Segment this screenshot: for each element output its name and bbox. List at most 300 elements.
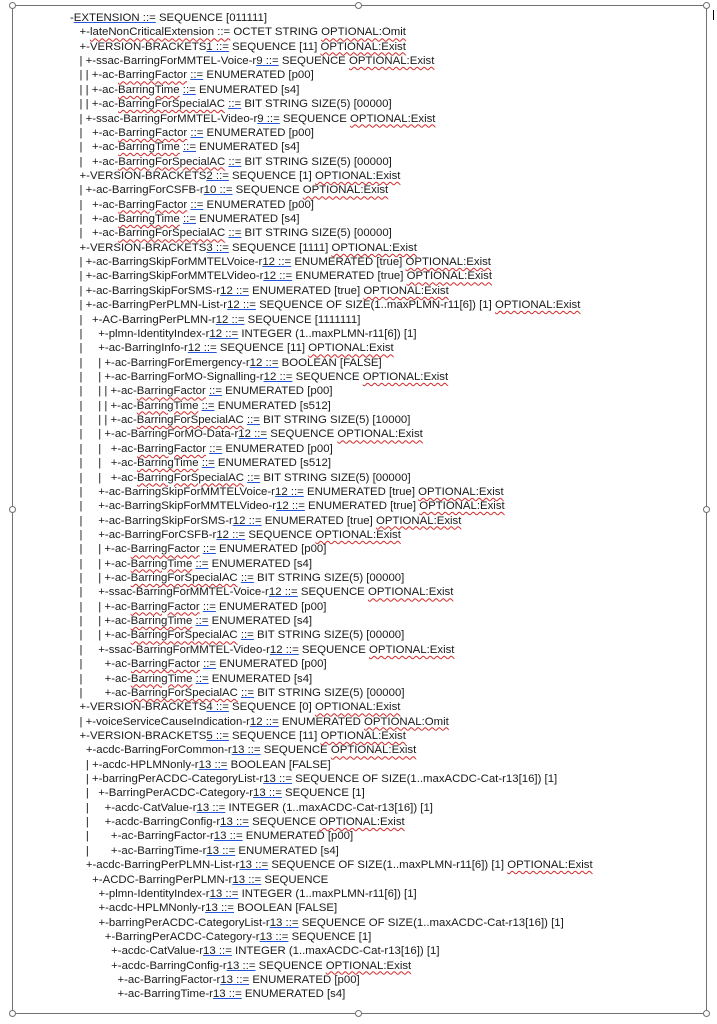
line-segment: | +-ac- bbox=[70, 198, 119, 211]
line-segment: ENUMERATED bbox=[278, 715, 364, 728]
field-reference: ::= bbox=[202, 543, 216, 556]
flagged-word: BarringForSpecialAC bbox=[118, 98, 226, 111]
field-reference: ::= bbox=[240, 629, 254, 642]
line-segment: | +-ac-BarringSkipForMMTELVoice-r bbox=[70, 485, 275, 498]
field-reference: ::= bbox=[246, 414, 260, 427]
flagged-word: BarringTime bbox=[118, 213, 180, 226]
field-reference: 13 ::= bbox=[203, 945, 232, 958]
field-reference: ::= bbox=[182, 83, 196, 96]
tree-line bbox=[70, 643, 593, 657]
flagged-word: OPTIONAL:Exist bbox=[314, 169, 401, 182]
line-segment: SEQUENCE [11] bbox=[216, 342, 309, 355]
field-reference: 12 ::= bbox=[227, 299, 256, 312]
line-segment: | | +-ac- bbox=[70, 69, 119, 82]
tree-line bbox=[70, 212, 593, 226]
flagged-word: BarringForSpecialAC bbox=[118, 155, 226, 168]
field-reference: ::= bbox=[209, 442, 223, 455]
line-segment: | | +-ac- bbox=[70, 98, 119, 111]
line-segment: | | | +-ac- bbox=[70, 414, 137, 427]
flagged-word: BarringForSpecialAC bbox=[136, 414, 244, 427]
line-segment: | +-ac- bbox=[70, 126, 119, 139]
field-reference: ::= bbox=[190, 69, 204, 82]
field-reference: ::= bbox=[240, 572, 254, 585]
tree-line bbox=[70, 901, 593, 915]
line-segment: SEQUENCE OF SIZE(1..maxACDC-Cat-r13[16]) [1] bbox=[292, 773, 558, 786]
resize-handle-top-right[interactable] bbox=[703, 2, 710, 9]
tree-line bbox=[70, 427, 593, 441]
line-segment: ENUMERATED [s4] bbox=[208, 615, 313, 628]
line-segment: +-BarringPerACDC-Category-r bbox=[70, 931, 260, 943]
flagged-word: BarringFactor bbox=[118, 126, 188, 139]
tree-line bbox=[70, 370, 593, 384]
field-reference: 12 ::= bbox=[262, 256, 292, 269]
line-segment: BOOLEAN [FALSE] bbox=[233, 902, 338, 915]
line-segment: +-VERSION-BRACKETS bbox=[70, 241, 207, 254]
field-reference: ::= bbox=[228, 155, 242, 168]
line-segment: +-VERSION-BRACKETS bbox=[70, 729, 207, 742]
line-segment: | | +-ac- bbox=[70, 457, 137, 470]
line-segment: | | +-ac- bbox=[70, 600, 131, 613]
tree-line bbox=[70, 198, 593, 212]
flagged-word: OPTIONAL:Exist bbox=[320, 729, 406, 742]
flagged-word: BarringFactor bbox=[130, 658, 200, 671]
resize-handle-middle-left[interactable] bbox=[9, 506, 16, 513]
flagged-word: OPTIONAL:Exist bbox=[405, 256, 491, 269]
tree-line bbox=[70, 83, 593, 97]
tree-line bbox=[70, 528, 593, 542]
line-segment: ENUMERATED [true] bbox=[291, 256, 406, 269]
line-segment: | | +-ac- bbox=[70, 83, 119, 96]
field-reference: 13 ::= bbox=[259, 931, 289, 943]
tree-line bbox=[70, 772, 593, 786]
line-segment: | +-ac- bbox=[70, 686, 131, 699]
line-segment: SEQUENCE bbox=[297, 586, 368, 599]
line-segment: | +-ac-BarringTime-r bbox=[70, 844, 207, 857]
line-segment: | +-ac- bbox=[70, 155, 119, 168]
flagged-word: OPTIONAL:Exist bbox=[406, 270, 493, 283]
tree-line bbox=[70, 729, 593, 743]
line-segment: | +-acdc-CatValue-r bbox=[70, 801, 197, 814]
line-segment: | | +-ac- bbox=[70, 572, 131, 585]
tree-line bbox=[70, 614, 593, 628]
line-segment: | | +-ac-BarringForMO-Data-r bbox=[70, 428, 239, 441]
field-reference: 13 ::= bbox=[213, 830, 243, 843]
field-reference: 13 ::= bbox=[220, 816, 249, 829]
tree-line bbox=[70, 844, 593, 858]
line-segment: | +-BarringPerACDC-Category-r bbox=[70, 787, 254, 800]
tree-line bbox=[70, 829, 593, 843]
field-reference: 1 ::= bbox=[206, 40, 229, 53]
field-reference: 9 ::= bbox=[256, 55, 279, 68]
flagged-word: OPTIONAL:Exist bbox=[494, 299, 581, 312]
flagged-word: OPTIONAL:Exist bbox=[325, 959, 412, 972]
line-segment: BOOLEAN [FALSE] bbox=[227, 758, 331, 771]
line-segment: | | +-ac-BarringForMO-Signalling-r bbox=[70, 370, 264, 383]
line-segment: INTEGER (1..maxACDC-Cat-r13[16]) [1] bbox=[225, 801, 433, 814]
line-segment: | +-plmn-IdentityIndex-r bbox=[70, 327, 210, 340]
line-segment: +-VERSION-BRACKETS bbox=[70, 40, 207, 53]
flagged-word: OPTIONAL:Exist bbox=[507, 859, 593, 872]
line-segment: ENUMERATED [s4] bbox=[195, 213, 300, 226]
line-segment: | +-ac-BarringSkipForMMTELVideo-r bbox=[70, 500, 277, 513]
line-segment: +-acdc-BarringConfig-r bbox=[70, 959, 227, 972]
flagged-word: BarringTime bbox=[130, 615, 193, 628]
tree-line bbox=[70, 40, 593, 54]
field-reference: ::= bbox=[247, 471, 261, 484]
flagged-word: OPTIONAL:Exist bbox=[302, 184, 389, 197]
flagged-word: OPTIONAL:Exist bbox=[331, 241, 417, 254]
flagged-word: OPTIONAL:Exist bbox=[367, 586, 454, 599]
tree-line bbox=[70, 97, 593, 111]
line-segment: ENUMERATED [p00] bbox=[222, 442, 333, 455]
field-reference: ::= bbox=[190, 126, 204, 139]
line-segment: | | +-ac-BarringForEmergency-r bbox=[70, 356, 250, 369]
field-reference: 13 ::= bbox=[263, 773, 293, 786]
tree-line bbox=[70, 815, 593, 829]
text-cursor-bar bbox=[713, 10, 714, 20]
field-reference: ::= bbox=[202, 600, 216, 613]
line-segment: SEQUENCE bbox=[279, 112, 351, 125]
line-segment: | +-ssac-BarringForMMTEL-Voice-r bbox=[70, 55, 257, 68]
line-segment: | +-AC-BarringPerPLMN-r bbox=[70, 313, 216, 326]
field-reference: 12 ::= bbox=[232, 514, 262, 527]
tree-line bbox=[70, 284, 593, 298]
tree-line bbox=[70, 944, 593, 958]
tree-line bbox=[70, 169, 593, 183]
flagged-word: BarringTime bbox=[130, 672, 193, 685]
line-segment: | +-ac-BarringForCSFB-r bbox=[70, 184, 204, 197]
line-segment: SEQUENCE [1111111] bbox=[244, 313, 361, 326]
field-reference: ::= bbox=[241, 686, 255, 699]
tree-line bbox=[70, 155, 593, 169]
line-segment: ENUMERATED [p00] bbox=[249, 974, 360, 987]
field-reference: ::= bbox=[208, 385, 222, 398]
field-reference: 13 ::= bbox=[253, 787, 282, 800]
line-segment: BIT STRING SIZE(5) [00000] bbox=[241, 155, 392, 168]
line-segment: SEQUENCE bbox=[278, 55, 349, 68]
line-segment: | | +-ac- bbox=[70, 543, 131, 556]
line-segment: SEQUENCE [011111] bbox=[155, 12, 267, 24]
flagged-word: OPTIONAL:Exist bbox=[308, 342, 394, 355]
line-segment: BIT STRING SIZE(5) [00000] bbox=[241, 98, 392, 111]
line-segment: | +-acdc-BarringConfig-r bbox=[70, 816, 221, 829]
flagged-word: OPTIONAL:Exist bbox=[362, 370, 449, 383]
line-segment: | | | +-ac- bbox=[70, 385, 137, 398]
line-segment: BIT STRING SIZE(5) [00000] bbox=[253, 629, 405, 642]
flagged-word: OPTIONAL:Exist bbox=[375, 514, 462, 527]
field-reference: ::= bbox=[195, 615, 209, 628]
flagged-word: OPTIONAL:Exist bbox=[320, 40, 406, 53]
field-reference: EXTENSION ::= bbox=[73, 12, 156, 24]
flagged-word: lateNonCriticalExtension ::= bbox=[89, 26, 231, 39]
field-reference: 13 ::= bbox=[231, 744, 261, 757]
flagged-word: OPTIONAL:Exist bbox=[419, 500, 505, 513]
resize-handle-bottom-right[interactable] bbox=[703, 1010, 710, 1017]
tree-line bbox=[70, 140, 593, 154]
line-segment: | +-barringPerACDC-CategoryList-r bbox=[70, 773, 264, 786]
line-segment: SEQUENCE bbox=[267, 428, 338, 441]
line-segment: SEQUENCE [0] bbox=[228, 701, 315, 714]
flagged-word: OPTIONAL:Exist bbox=[348, 55, 435, 68]
field-reference: ::= bbox=[195, 557, 209, 570]
line-segment: | +-ac-BarringSkipForMMTELVideo-r bbox=[70, 270, 264, 283]
tree-line bbox=[70, 126, 593, 140]
flagged-word: OPTIONAL:Exist bbox=[363, 284, 449, 297]
line-segment: +-acdc-BarringPerPLMN-List-r bbox=[70, 859, 240, 872]
line-segment: +-VERSION-BRACKETS bbox=[70, 169, 207, 182]
line-segment: | +-ssac-BarringForMMTEL-Video-r bbox=[70, 643, 270, 656]
tree-line bbox=[70, 571, 593, 585]
tree-line bbox=[70, 255, 593, 269]
flagged-word: BarringForSpecialAC bbox=[130, 629, 238, 642]
field-reference: 10 ::= bbox=[203, 184, 233, 197]
tree-line bbox=[70, 801, 593, 815]
tree-line bbox=[70, 499, 593, 513]
tree-line bbox=[70, 657, 593, 671]
flagged-word: OPTIONAL:Exist bbox=[330, 744, 417, 757]
line-segment: ENUMERATED [p00] bbox=[242, 830, 354, 843]
field-reference: ::= bbox=[201, 457, 215, 470]
tree-line bbox=[70, 327, 593, 341]
tree-line bbox=[70, 241, 593, 255]
field-reference: 12 ::= bbox=[263, 270, 293, 283]
flagged-word: OPTIONAL:Exist bbox=[350, 112, 436, 125]
field-reference: 13 ::= bbox=[206, 844, 236, 857]
field-reference: 12 ::= bbox=[220, 284, 249, 297]
field-reference: 13 ::= bbox=[269, 916, 299, 929]
line-segment: BIT STRING SIZE(5) [00000] bbox=[260, 471, 411, 484]
tree-line bbox=[70, 700, 593, 714]
line-segment: ENUMERATED [s4] bbox=[195, 141, 300, 154]
tree-line bbox=[70, 672, 593, 686]
tree-line bbox=[70, 399, 593, 413]
flagged-word: BarringTime bbox=[130, 557, 193, 570]
tree-line bbox=[70, 471, 593, 485]
field-reference: 13 ::= bbox=[232, 873, 262, 886]
flagged-word: OPTIONAL:Exist bbox=[337, 428, 423, 441]
flagged-word: BarringForSpecialAC bbox=[137, 471, 244, 484]
flagged-word: OPTIONAL:Exist bbox=[418, 485, 504, 498]
tree-line bbox=[70, 356, 593, 370]
line-segment: +-ac-BarringTime-r bbox=[70, 988, 213, 1001]
line-segment: SEQUENCE OF SIZE(1..maxACDC-Cat-r13[16]) [1] bbox=[298, 916, 564, 929]
line-segment: | +-ac- bbox=[70, 658, 131, 671]
line-segment: SEQUENCE [11] bbox=[228, 729, 321, 742]
tree-line bbox=[70, 183, 593, 197]
line-segment: ENUMERATED [s4] bbox=[195, 83, 300, 96]
line-segment: | +-ac-BarringFactor-r bbox=[70, 830, 214, 843]
tree-line bbox=[70, 269, 593, 283]
tree-line bbox=[70, 413, 593, 427]
line-segment: ENUMERATED [true] bbox=[248, 284, 364, 297]
asn1-tree-text[interactable] bbox=[70, 11, 593, 1002]
line-segment: | | | +-ac- bbox=[70, 399, 137, 412]
line-segment: ENUMERATED [p00] bbox=[221, 385, 333, 398]
line-segment: OCTET STRING bbox=[230, 26, 322, 39]
line-segment: SEQUENCE [11] bbox=[228, 40, 321, 53]
flagged-word: OPTIONAL:Exist bbox=[315, 528, 401, 541]
tree-line bbox=[70, 786, 593, 800]
field-reference: 5 ::= bbox=[206, 729, 229, 742]
field-reference: 12 ::= bbox=[209, 327, 239, 340]
line-segment: | +-ac- bbox=[70, 213, 119, 226]
line-segment: BIT STRING SIZE(5) [10000] bbox=[259, 414, 411, 427]
field-reference: 12 ::= bbox=[238, 428, 268, 441]
line-segment: BIT STRING SIZE(5) [00000] bbox=[253, 572, 405, 585]
line-segment: SEQUENCE [1111] bbox=[228, 241, 332, 254]
line-segment: BIT STRING SIZE(5) [00000] bbox=[241, 227, 392, 240]
line-segment: ENUMERATED [true] bbox=[304, 500, 420, 513]
line-segment: | +-ssac-BarringForMMTEL-Voice-r bbox=[70, 586, 269, 599]
line-segment: SEQUENCE [1] bbox=[288, 931, 372, 943]
tree-line bbox=[70, 456, 593, 470]
resize-handle-bottom-middle[interactable] bbox=[355, 1010, 362, 1017]
tree-line bbox=[70, 557, 593, 571]
line-segment: | +-ac- bbox=[70, 672, 131, 685]
flagged-word: BarringTime bbox=[118, 141, 180, 154]
line-segment: +-plmn-IdentityIndex-r bbox=[70, 887, 210, 900]
flagged-word: BarringTime bbox=[137, 457, 199, 470]
line-segment: | +-ac-BarringSkipForMMTELVoice-r bbox=[70, 256, 263, 269]
flagged-word: BarringTime bbox=[118, 83, 180, 96]
line-segment: +-ac-BarringFactor-r bbox=[70, 974, 221, 987]
line-segment: +-VERSION-BRACKETS bbox=[70, 701, 207, 714]
line-segment: INTEGER (1..maxACDC-Cat-r13[16]) [1] bbox=[231, 945, 440, 958]
line-segment: | | +-ac- bbox=[70, 471, 137, 484]
resize-handle-middle-right[interactable] bbox=[703, 506, 710, 513]
tree-line bbox=[70, 858, 593, 872]
field-reference: 12 ::= bbox=[249, 356, 279, 369]
line-segment: +-ACDC-BarringPerPLMN-r bbox=[70, 873, 233, 886]
flagged-word: BarringForSpecialAC bbox=[130, 572, 238, 585]
field-reference: ::= bbox=[228, 227, 242, 240]
tree-line bbox=[70, 743, 593, 757]
line-segment: ENUMERATED [true] bbox=[303, 485, 419, 498]
tree-line bbox=[70, 916, 593, 930]
line-segment: +- bbox=[70, 26, 90, 39]
tree-line bbox=[70, 341, 593, 355]
field-reference: 13 ::= bbox=[209, 887, 239, 900]
flagged-word: BarringFactor bbox=[118, 69, 188, 82]
field-reference: 13 ::= bbox=[198, 758, 228, 771]
line-segment: ENUMERATED [s4] bbox=[241, 988, 346, 1001]
line-segment: ENUMERATED [p00] bbox=[215, 600, 327, 613]
tree-line bbox=[70, 54, 593, 68]
line-segment: SEQUENCE OF SIZE(1..maxPLMN-r11[6]) [1] bbox=[255, 299, 495, 312]
field-reference: ::= bbox=[183, 213, 196, 226]
field-reference: 13 ::= bbox=[212, 988, 242, 1001]
field-reference: ::= bbox=[228, 98, 242, 111]
tree-line bbox=[70, 715, 593, 729]
field-reference: 12 ::= bbox=[276, 500, 305, 513]
flagged-word: OPTIONAL:Exist bbox=[319, 816, 405, 829]
line-segment: +-barringPerACDC-CategoryList-r bbox=[70, 916, 270, 929]
line-segment: SEQUENCE bbox=[255, 959, 326, 972]
flagged-word: OPTIONAL:Omit bbox=[363, 715, 449, 728]
field-reference: 13 ::= bbox=[226, 959, 256, 972]
tree-line bbox=[70, 68, 593, 82]
line-segment: SEQUENCE bbox=[261, 873, 329, 886]
tree-line bbox=[70, 758, 593, 772]
flagged-word: BarringForSpecialAC bbox=[118, 227, 226, 240]
tree-line bbox=[70, 226, 593, 240]
line-segment: | +-voiceServiceCauseIndication-r bbox=[70, 715, 250, 728]
line-segment: +-acdc-CatValue-r bbox=[70, 945, 204, 958]
tree-line bbox=[70, 298, 593, 312]
line-segment: +-acdc-BarringForCommon-r bbox=[70, 744, 232, 757]
line-segment: | +-ac-BarringPerPLMN-List-r bbox=[70, 299, 228, 312]
resize-handle-top-middle[interactable] bbox=[355, 2, 362, 9]
line-segment: SEQUENCE OF SIZE(1..maxPLMN-r11[6]) [1] bbox=[268, 859, 508, 872]
tree-line bbox=[70, 442, 593, 456]
flagged-word: OPTIONAL:Exist bbox=[369, 643, 455, 656]
line-segment: - bbox=[70, 12, 74, 24]
tree-line bbox=[70, 585, 593, 599]
field-reference: 12 ::= bbox=[269, 643, 299, 656]
tree-line bbox=[70, 542, 593, 556]
line-segment: | | +-ac- bbox=[70, 615, 131, 628]
line-segment: ENUMERATED [s512] bbox=[214, 399, 331, 412]
tree-line bbox=[70, 485, 593, 499]
field-reference: 13 ::= bbox=[239, 859, 269, 872]
tree-line bbox=[70, 600, 593, 614]
line-segment: | +-acdc-HPLMNonly-r bbox=[70, 758, 199, 771]
line-segment: ENUMERATED [s4] bbox=[208, 557, 313, 570]
line-segment: | +-ac-BarringSkipForSMS-r bbox=[70, 284, 221, 297]
line-segment: ENUMERATED [p00] bbox=[203, 198, 314, 211]
line-segment: | +-ac- bbox=[70, 141, 119, 154]
line-segment: SEQUENCE [1] bbox=[281, 787, 365, 800]
tree-line bbox=[70, 514, 593, 528]
field-reference: 13 ::= bbox=[196, 801, 226, 814]
line-segment: | | +-ac- bbox=[70, 629, 131, 642]
line-segment: SEQUENCE bbox=[292, 370, 363, 383]
flagged-word: BarringFactor bbox=[137, 442, 207, 455]
field-reference: ::= bbox=[203, 658, 217, 671]
field-reference: ::= bbox=[201, 399, 215, 412]
line-segment: | | +-ac- bbox=[70, 442, 137, 455]
field-reference: 13 ::= bbox=[205, 902, 234, 915]
resize-handle-bottom-left[interactable] bbox=[9, 1010, 16, 1017]
tree-line bbox=[70, 959, 593, 973]
tree-line bbox=[70, 384, 593, 398]
line-segment: ENUMERATED [s4] bbox=[208, 672, 313, 685]
field-reference: 12 ::= bbox=[263, 370, 293, 383]
flagged-word: BarringTime bbox=[136, 399, 199, 412]
line-segment: BOOLEAN [FALSE] bbox=[278, 356, 382, 369]
tree-line bbox=[70, 987, 593, 1001]
field-reference: 12 ::= bbox=[215, 313, 245, 326]
line-segment: SEQUENCE bbox=[248, 816, 320, 829]
line-segment: ENUMERATED [p00] bbox=[216, 658, 327, 671]
tree-line bbox=[70, 11, 593, 25]
line-segment: | +-ac-BarringSkipForSMS-r bbox=[70, 514, 233, 527]
line-segment: ENUMERATED [s4] bbox=[235, 844, 339, 857]
tree-line bbox=[70, 628, 593, 642]
tree-line bbox=[70, 112, 593, 126]
line-segment: | +-ssac-BarringForMMTEL-Video-r bbox=[70, 112, 258, 125]
tree-line bbox=[70, 887, 593, 901]
tree-line bbox=[70, 313, 593, 327]
flagged-word: BarringFactor bbox=[136, 385, 206, 398]
line-segment: | +-ac- bbox=[70, 227, 119, 240]
field-reference: ::= bbox=[183, 141, 196, 154]
resize-handle-top-left[interactable] bbox=[9, 2, 16, 9]
line-segment: ENUMERATED [true] bbox=[261, 514, 376, 527]
line-segment: | +-ac-BarringInfo-r bbox=[70, 342, 188, 355]
field-reference: ::= bbox=[190, 198, 204, 211]
line-segment: INTEGER (1..maxPLMN-r11[6]) [1] bbox=[238, 327, 417, 340]
